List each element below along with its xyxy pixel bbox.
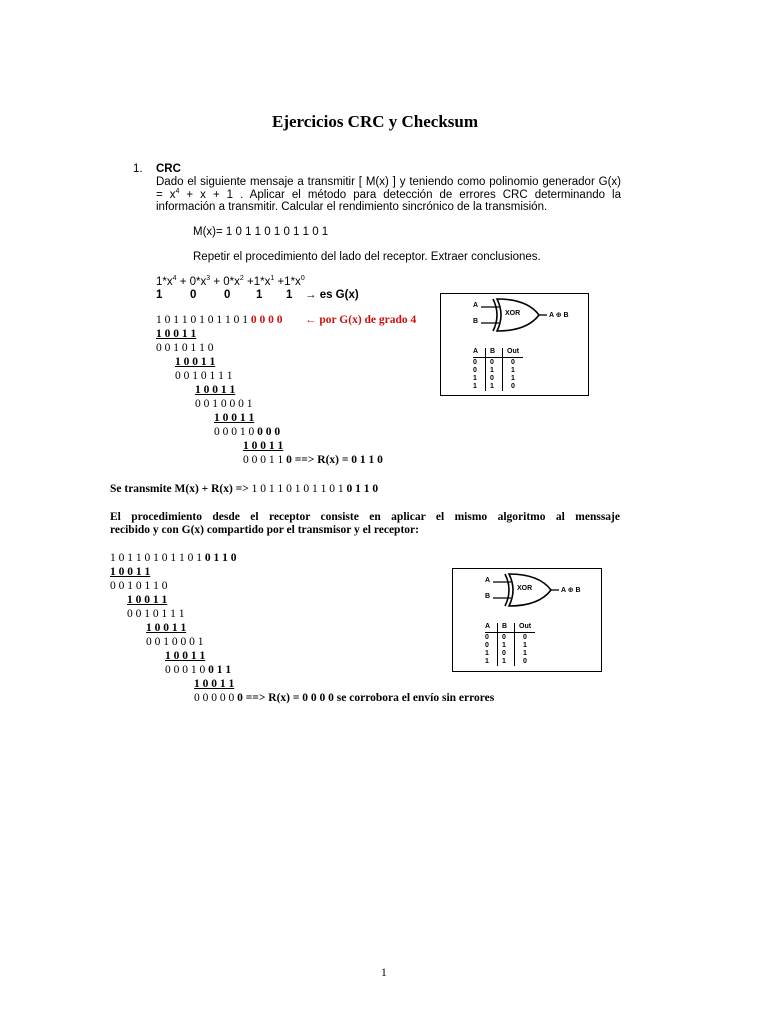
page-title: Ejercicios CRC y Checksum: [272, 112, 479, 131]
truth-table-rule: [497, 623, 498, 666]
truth-table-cell: 0: [502, 650, 506, 657]
division-line: 0 0 1 0 1 1 1: [175, 370, 233, 382]
division-line: 0 0 1 0 0 0 1: [146, 636, 204, 648]
division-line: 1 0 0 1 1: [175, 356, 216, 368]
division-line: 1 0 0 1 1: [146, 622, 187, 634]
division-line: 1 0 0 1 1: [243, 440, 284, 452]
polynomial-note: → es G(x): [305, 289, 359, 301]
truth-table-cell: 0: [473, 367, 477, 374]
truth-table-cell: 1: [485, 650, 489, 657]
division-line: 0 0 1 0 1 1 1: [127, 608, 185, 620]
truth-table-cell: 0: [490, 375, 494, 382]
xor-figure-1: A B XOR A ⊕ B A B Out 0 0 0 0 1 1 1 0 1 1 1 0: [440, 293, 589, 396]
truth-table-cell: 1: [473, 375, 477, 382]
truth-table-header: A: [485, 623, 491, 630]
polynomial-bits: 1 0 0 1 1: [156, 289, 293, 301]
truth-table-cell: 0: [502, 634, 506, 641]
truth-table-header: Out: [507, 348, 520, 355]
division-line: 0 0 0 1 0 0 1 1: [165, 664, 232, 676]
truth-table-cell: 1: [511, 367, 515, 374]
mx-line: M(x)= 1 0 1 1 0 1 0 1 1 0 1: [193, 226, 329, 238]
truth-table-cell: 1: [502, 658, 506, 665]
truth-table-header: B: [490, 348, 496, 355]
transmit-line: Se transmite M(x) + R(x) => 1 0 1 1 0 1 0 1 1 0 1 0 1 1 0: [110, 483, 379, 495]
receiver-text-line-2: recibido y con G(x) compartido por el transmisor y el receptor:: [110, 524, 419, 536]
truth-table-cell: 1: [485, 658, 489, 665]
truth-table: [485, 623, 545, 667]
truth-table-cell: 0: [523, 658, 527, 665]
intro-line-2: = $x^4 + x + 1$ . Aplicar el método para detección de errores CRC determinando la: [156, 188, 621, 201]
truth-table-cell: 0: [473, 359, 477, 366]
truth-table-cell: 1: [473, 383, 477, 390]
division-line: 1 0 0 1 1: [195, 384, 236, 396]
division-line: 1 0 0 1 1: [165, 650, 206, 662]
division-line: 1 0 0 1 1: [127, 594, 168, 606]
intro-line-3: información a transmitir. Calcular el rendimiento sincrónico de la transmisión.: [156, 201, 548, 213]
item-heading: CRC: [156, 163, 181, 175]
truth-table-cell: 1: [490, 367, 494, 374]
truth-table-header: A: [473, 348, 479, 355]
xor-figure-2: A B XOR A ⊕ B A B Out 0 0 0 0 1 1 1 0 1 1 1 0: [452, 568, 602, 672]
truth-table-header: B: [502, 623, 508, 630]
sender-dividend-note: ← por G(x) de grado 4: [305, 314, 417, 326]
truth-table-cell: 1: [502, 642, 506, 649]
division-line: 0 0 1 0 1 1 0: [156, 342, 214, 354]
truth-table-cell: 0: [490, 359, 494, 366]
truth-table-cell: 0: [511, 359, 515, 366]
division-line: 1 0 0 1 1: [194, 678, 235, 690]
division-line: 0 0 0 1 0 0 0 0: [214, 426, 281, 438]
truth-table-header: Out: [519, 623, 532, 630]
polynomial: $1*x^4 + 0*x^3 + 0*x^2 +1*x^1 +1*x^0$: [156, 275, 305, 288]
truth-table-cell: 1: [523, 650, 527, 657]
truth-table-cell: 0: [523, 634, 527, 641]
truth-table-cell: 0: [511, 383, 515, 390]
item-number: 1.: [133, 163, 143, 175]
truth-table-cell: 1: [523, 642, 527, 649]
division-line: 1 0 0 1 1: [214, 412, 255, 424]
division-line: 1 0 0 1 1: [156, 328, 197, 340]
division-line: 0 0 1 0 0 0 1: [195, 398, 253, 410]
receiver-text-line-1: El procedimiento desde el receptor consiste en aplicar el mismo algoritmo al menssaje: [110, 511, 620, 523]
page-number: 1: [381, 967, 387, 979]
truth-table-rule: [485, 632, 535, 633]
truth-table-rule: [473, 357, 523, 358]
truth-table-rule: [514, 623, 515, 666]
intro-line-1: Dado el siguiente mensaje a transmitir [ M(x) ] y teniendo como polinomio generador G(x): [156, 176, 621, 188]
truth-table-cell: 1: [511, 375, 515, 382]
division-line: 0 0 0 1 1 0 ==> R(x) = 0 1 1 0: [243, 454, 383, 466]
truth-table: [473, 348, 533, 392]
division-line: 1 0 1 1 0 1 0 1 1 0 1 0 1 1 0: [110, 552, 237, 564]
division-line: 0 0 1 0 1 1 0: [110, 580, 168, 592]
division-line: 0 0 0 0 0 0 ==> R(x) = 0 0 0 0 se corrobora el envío sin errores: [194, 692, 495, 704]
truth-table-cell: 0: [485, 634, 489, 641]
truth-table-rule: [485, 348, 486, 391]
division-line: 1 0 0 1 1: [110, 566, 151, 578]
truth-table-cell: 0: [485, 642, 489, 649]
truth-table-cell: 1: [490, 383, 494, 390]
repeat-line: Repetir el procedimiento del lado del receptor. Extraer conclusiones.: [193, 251, 541, 263]
sender-dividend: 1 0 1 1 0 1 0 1 1 0 1 0 0 0 0: [156, 314, 283, 326]
truth-table-rule: [502, 348, 503, 391]
